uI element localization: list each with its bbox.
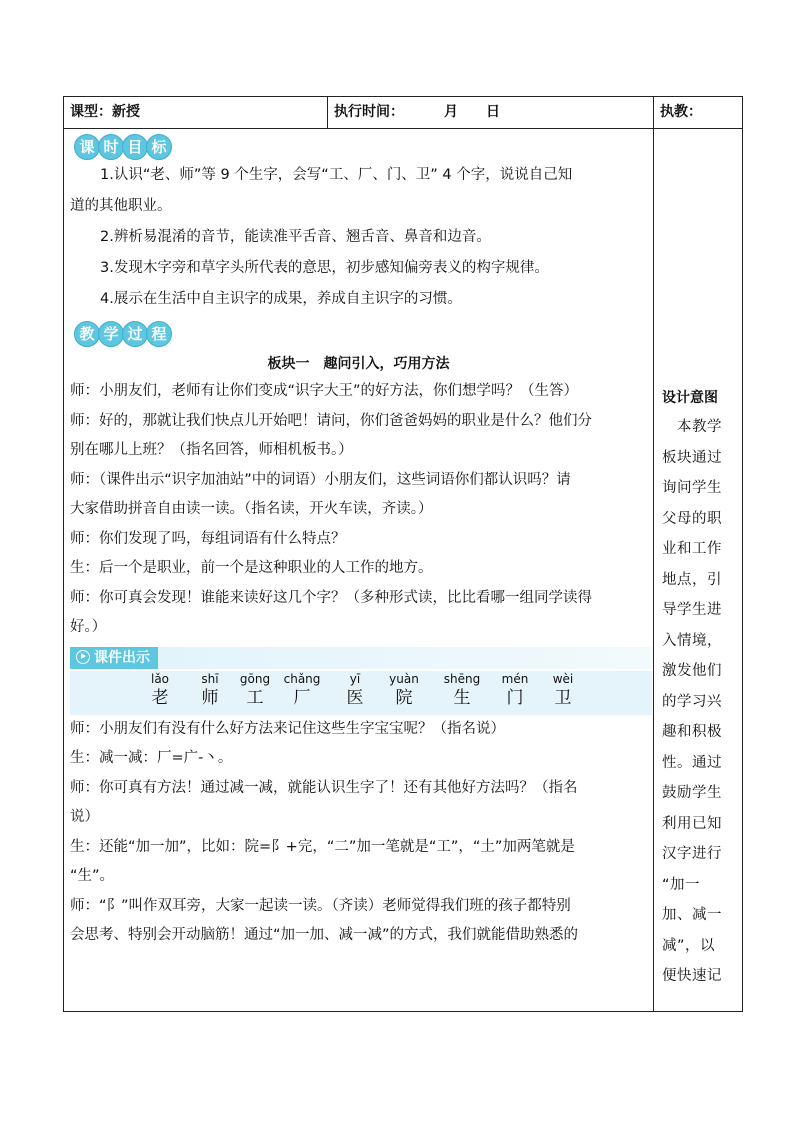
goal-item: 3.发现木字旁和草字头所代表的意思，初步感知偏旁表义的构字规律。 — [100, 260, 549, 276]
character-item — [543, 671, 583, 709]
design-intent-line: 入情境， — [662, 632, 722, 649]
character-item — [442, 671, 482, 709]
play-icon — [76, 650, 90, 664]
design-intent-line: 的学习兴 — [662, 693, 722, 710]
pinyin: lǎo — [150, 671, 170, 686]
hanzi: 生 — [453, 687, 471, 708]
hanzi: 工 — [246, 687, 264, 708]
dialogue-line: 师：（课件出示“识字加油站”中的词语）小朋友们，这些词语你们都认识吗？请 — [70, 471, 571, 488]
design-intent-line: 父母的职 — [662, 510, 722, 527]
time-label: 执行时间： — [334, 104, 404, 120]
design-intent-line: 询问学生 — [662, 480, 722, 496]
badge-char: 目 — [122, 134, 148, 160]
dialogue-line: 师：小朋友们，老师有让你们变成“识字大王”的好方法，你们想学吗？（生答） — [70, 383, 579, 399]
pinyin: shēng — [443, 671, 481, 686]
design-intent-line: 性。通过 — [662, 754, 722, 771]
dialogue-line: 会思考、特别会开动脑筋！通过“加一加、减一减”的方式，我们就能借助熟悉的 — [70, 927, 579, 943]
dialogue-line: 生：减一减：厂=广-丶。 — [70, 750, 233, 766]
badge-char: 时 — [98, 134, 124, 160]
design-intent-line: 业和工作 — [662, 541, 722, 557]
hanzi: 厂 — [293, 687, 311, 708]
badge-char: 标 — [146, 134, 172, 160]
dialogue-line: 好。） — [70, 619, 107, 635]
pinyin: yī — [349, 671, 361, 686]
character-item — [335, 671, 375, 709]
day-label: 日 — [486, 104, 500, 120]
dialogue-line: 生：还能“加一加”，比如：院=阝+完，“二”加一笔就是“工”，“土”加两笔就是 — [70, 838, 575, 855]
dialogue-line: 师：你们发现了吗，每组词语有什么特点？ — [70, 530, 346, 547]
dialogue-line: “生”。 — [70, 868, 115, 884]
main-content — [64, 128, 654, 1011]
character-item — [235, 671, 275, 709]
pinyin: mén — [501, 671, 529, 686]
design-intent-line: 加、减一 — [662, 907, 722, 923]
courseware-label: 课件出示 — [94, 649, 150, 666]
hanzi: 院 — [395, 687, 413, 708]
character-item — [190, 671, 230, 709]
badge-char: 教 — [74, 321, 100, 347]
badge-char: 过 — [122, 321, 148, 347]
badge-char: 课 — [74, 134, 100, 160]
dialogue-line: 说） — [70, 809, 99, 825]
design-intent-line: “加一 — [662, 876, 701, 893]
goal-item: 道的其他职业。 — [70, 198, 172, 214]
character-row — [70, 671, 652, 715]
hanzi: 老 — [151, 687, 169, 708]
pinyin: shī — [201, 671, 219, 686]
design-intent-line: 便快速记 — [662, 968, 722, 984]
dialogue-line: 师：好的，那就让我们快点儿开始吧！请问，你们爸爸妈妈的职业是什么？他们分 — [70, 412, 592, 429]
design-intent-line: 鼓励学生 — [662, 785, 722, 801]
design-intent-line: 本教学 — [662, 419, 722, 435]
header-row — [64, 97, 742, 129]
design-intent-text — [654, 410, 742, 992]
goal-item: 1.认识“老、师”等 9 个生字，会写“工、厂、门、卫” 4 个字，说说自己知 — [100, 167, 573, 183]
lesson-type-cell: 课型：新授 — [64, 97, 328, 128]
dialogue-line: 大家借助拼音自由读一读。（指名读，开火车读，齐读。） — [70, 501, 433, 517]
design-intent-column — [654, 128, 742, 1011]
pinyin: chǎng — [283, 671, 321, 686]
badge-char: 程 — [146, 321, 172, 347]
goals-badge — [74, 134, 170, 160]
badge-char: 学 — [98, 321, 124, 347]
courseware-banner — [70, 647, 652, 669]
pinyin: wèi — [552, 671, 574, 686]
execution-time-cell — [328, 97, 654, 128]
courseware-tag — [70, 647, 158, 669]
pinyin: yuàn — [389, 671, 419, 686]
hanzi: 师 — [201, 687, 219, 708]
character-item — [384, 671, 424, 709]
hanzi: 医 — [346, 687, 364, 708]
dialogue-line: 师：你可真有方法！通过减一减，就能认识生字了！还有其他好方法吗？（指名 — [70, 779, 578, 796]
character-item — [140, 671, 180, 709]
character-item — [495, 671, 535, 709]
section-title: 板块一 趣问引入，巧用方法 — [267, 356, 450, 372]
dialogue-line: 生：后一个是职业，前一个是这种职业的人工作的地方。 — [70, 560, 433, 576]
process-badge — [74, 321, 170, 347]
design-intent-line: 导学生进 — [662, 602, 722, 618]
dialogue-line: 师：小朋友们有没有什么好方法来记住这些生字宝宝呢？（指名说） — [70, 720, 505, 737]
dialogue-line: 别在哪儿上班？（指名回答，师相机板书。） — [70, 442, 353, 458]
character-item — [282, 671, 322, 709]
lesson-plan-table — [63, 96, 743, 1012]
teacher-cell: 执教： — [660, 104, 702, 120]
design-intent-line: 趣和积极 — [662, 724, 722, 740]
design-intent-line: 减”，以 — [662, 937, 716, 954]
design-intent-line: 汉字进行 — [662, 846, 722, 862]
dialogue-line: 师：“阝”叫作双耳旁，大家一起读一读。（齐读）老师觉得我们班的孩子都特别 — [70, 897, 571, 914]
design-intent-line: 地点，引 — [662, 571, 722, 588]
pinyin: gōng — [239, 671, 271, 686]
dialogue-block-b — [64, 715, 653, 951]
design-intent-line: 激发他们 — [662, 663, 722, 679]
design-intent-line: 利用已知 — [662, 815, 722, 832]
dialogue-line: 师：你可真会发现！谁能来读好这几个字？（多种形式读，比比看哪一组同学读得 — [70, 589, 592, 606]
goal-item: 2.辨析易混淆的音节，能读准平舌音、翘舌音、鼻音和边音。 — [100, 229, 491, 245]
month-label: 月 — [444, 104, 458, 120]
dialogue-block-a — [64, 377, 653, 643]
hanzi: 卫 — [554, 687, 572, 708]
hanzi: 门 — [506, 687, 524, 708]
goal-item: 4.展示在生活中自主识字的成果，养成自主识字的习惯。 — [100, 291, 462, 307]
design-intent-title: 设计意图 — [662, 390, 718, 406]
design-intent-line: 板块通过 — [662, 449, 722, 466]
